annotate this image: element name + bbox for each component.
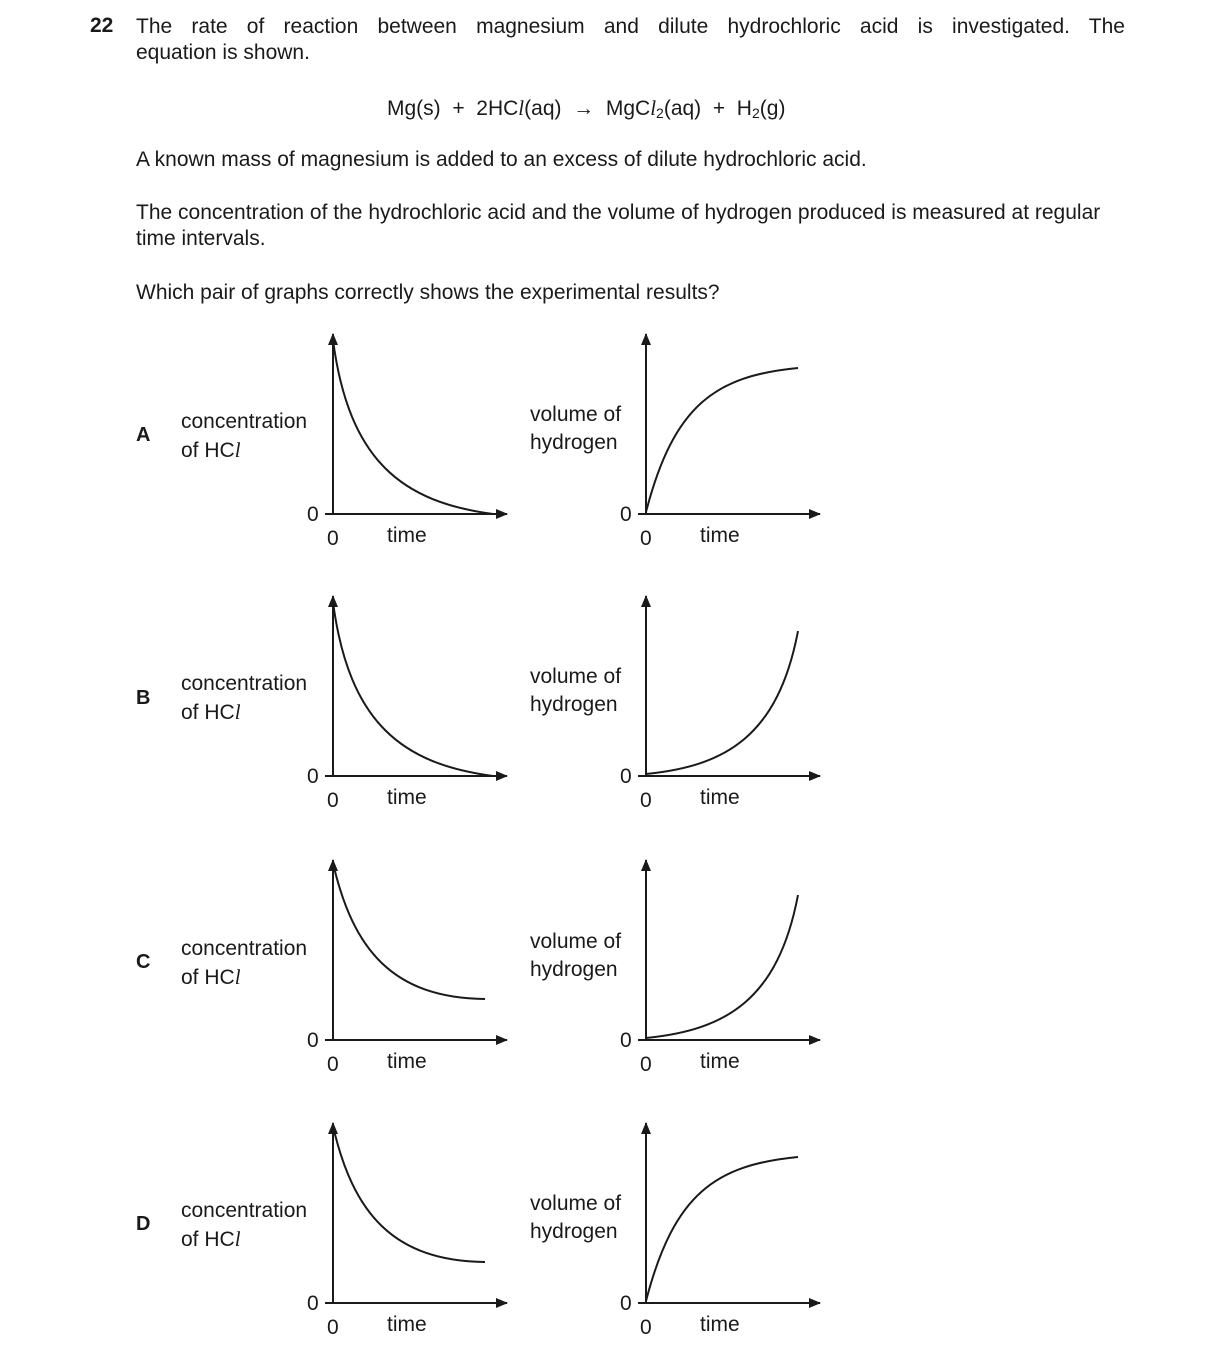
- option-b-concentration-graph-x-zero-label: 0: [327, 789, 339, 812]
- option-a-concentration-graph-y-zero-label: 0: [307, 503, 319, 526]
- equation-reactant-mg: Mg(s): [387, 97, 441, 120]
- option-d-concentration-curve: [333, 1126, 485, 1262]
- concentration-axis-label: concentration of HCl: [181, 410, 308, 462]
- question-stem-line2: equation is shown.: [136, 41, 310, 64]
- equation-plus: +: [712, 97, 726, 120]
- concentration-axis-label: concentration of HCl: [181, 1199, 308, 1251]
- option-letter-b[interactable]: B: [136, 687, 151, 709]
- option-d-volume-graph-x-zero-label: 0: [640, 1316, 652, 1339]
- option-c-concentration-graph-y-zero-label: 0: [307, 1029, 319, 1052]
- option-c-volume-graph-x-axis-label: time: [700, 1050, 740, 1073]
- option-a-concentration-curve: [333, 340, 493, 514]
- volume-axis-label: volume of hydrogen: [530, 665, 622, 716]
- option-c-volume-curve: [646, 895, 798, 1038]
- question-prompt: Which pair of graphs correctly shows the experimental results?: [136, 281, 720, 304]
- option-c-concentration-graph-x-zero-label: 0: [327, 1053, 339, 1076]
- option-a-volume-graph-x-zero-label: 0: [640, 527, 652, 550]
- option-a-concentration-graph-x-zero-label: 0: [327, 527, 339, 550]
- option-letter-d[interactable]: D: [136, 1213, 151, 1235]
- paragraph-measurement: The concentration of the hydrochloric acid and the volume of hydrogen produced is measured at regular time intervals.: [136, 201, 1101, 250]
- option-d-volume-curve: [646, 1157, 798, 1301]
- option-a-volume-graph-y-zero-label: 0: [620, 503, 632, 526]
- option-a-concentration-graph-x-axis-label: time: [387, 524, 427, 547]
- option-d-concentration-graph-y-zero-label: 0: [307, 1292, 319, 1315]
- equation-reactant-hcl: 2HCl(aq): [476, 96, 562, 120]
- option-c-volume-graph-y-zero-label: 0: [620, 1029, 632, 1052]
- question-number: 22: [90, 14, 114, 37]
- option-d-concentration-graph-x-axis-label: time: [387, 1313, 427, 1336]
- option-c-concentration-graph-x-axis-label: time: [387, 1050, 427, 1073]
- option-d-volume-graph-x-axis-label: time: [700, 1313, 740, 1336]
- volume-axis-label: volume of hydrogen: [530, 1192, 622, 1243]
- volume-axis-label: volume of hydrogen: [530, 930, 622, 981]
- paragraph-method: A known mass of magnesium is added to an excess of dilute hydrochloric acid.: [136, 148, 867, 171]
- concentration-axis-label: concentration of HCl: [181, 937, 308, 989]
- equation-arrow: →: [573, 97, 595, 120]
- option-d-volume-graph-y-zero-label: 0: [620, 1292, 632, 1315]
- option-b-concentration-graph-y-zero-label: 0: [307, 765, 319, 788]
- option-b-volume-graph-y-zero-label: 0: [620, 765, 632, 788]
- option-b-volume-curve: [646, 631, 798, 774]
- option-b-volume-graph-x-zero-label: 0: [640, 789, 652, 812]
- equation-plus: +: [452, 97, 465, 120]
- concentration-axis-label: concentration of HCl: [181, 672, 308, 724]
- option-d-concentration-graph-x-zero-label: 0: [327, 1316, 339, 1339]
- option-b-volume-graph-x-axis-label: time: [700, 786, 740, 809]
- equation-product-h2: $H_2(g)$: [736, 97, 786, 121]
- equation-product-mgcl2: MgCl$_2$(aq): [605, 96, 702, 121]
- option-c-concentration-curve: [333, 863, 485, 999]
- option-c-volume-graph-x-zero-label: 0: [640, 1053, 652, 1076]
- option-a-volume-graph-x-axis-label: time: [700, 524, 740, 547]
- option-b-concentration-graph-x-axis-label: time: [387, 786, 427, 809]
- option-a-volume-curve: [646, 368, 798, 512]
- option-b-concentration-curve: [333, 602, 493, 776]
- question-stem-line1: The rate of reaction between magnesium and dilute hydrochloric acid is investigated. The: [136, 15, 1125, 38]
- option-letter-a[interactable]: A: [136, 424, 151, 446]
- volume-axis-label: volume of hydrogen: [530, 403, 622, 454]
- option-letter-c[interactable]: C: [136, 951, 151, 973]
